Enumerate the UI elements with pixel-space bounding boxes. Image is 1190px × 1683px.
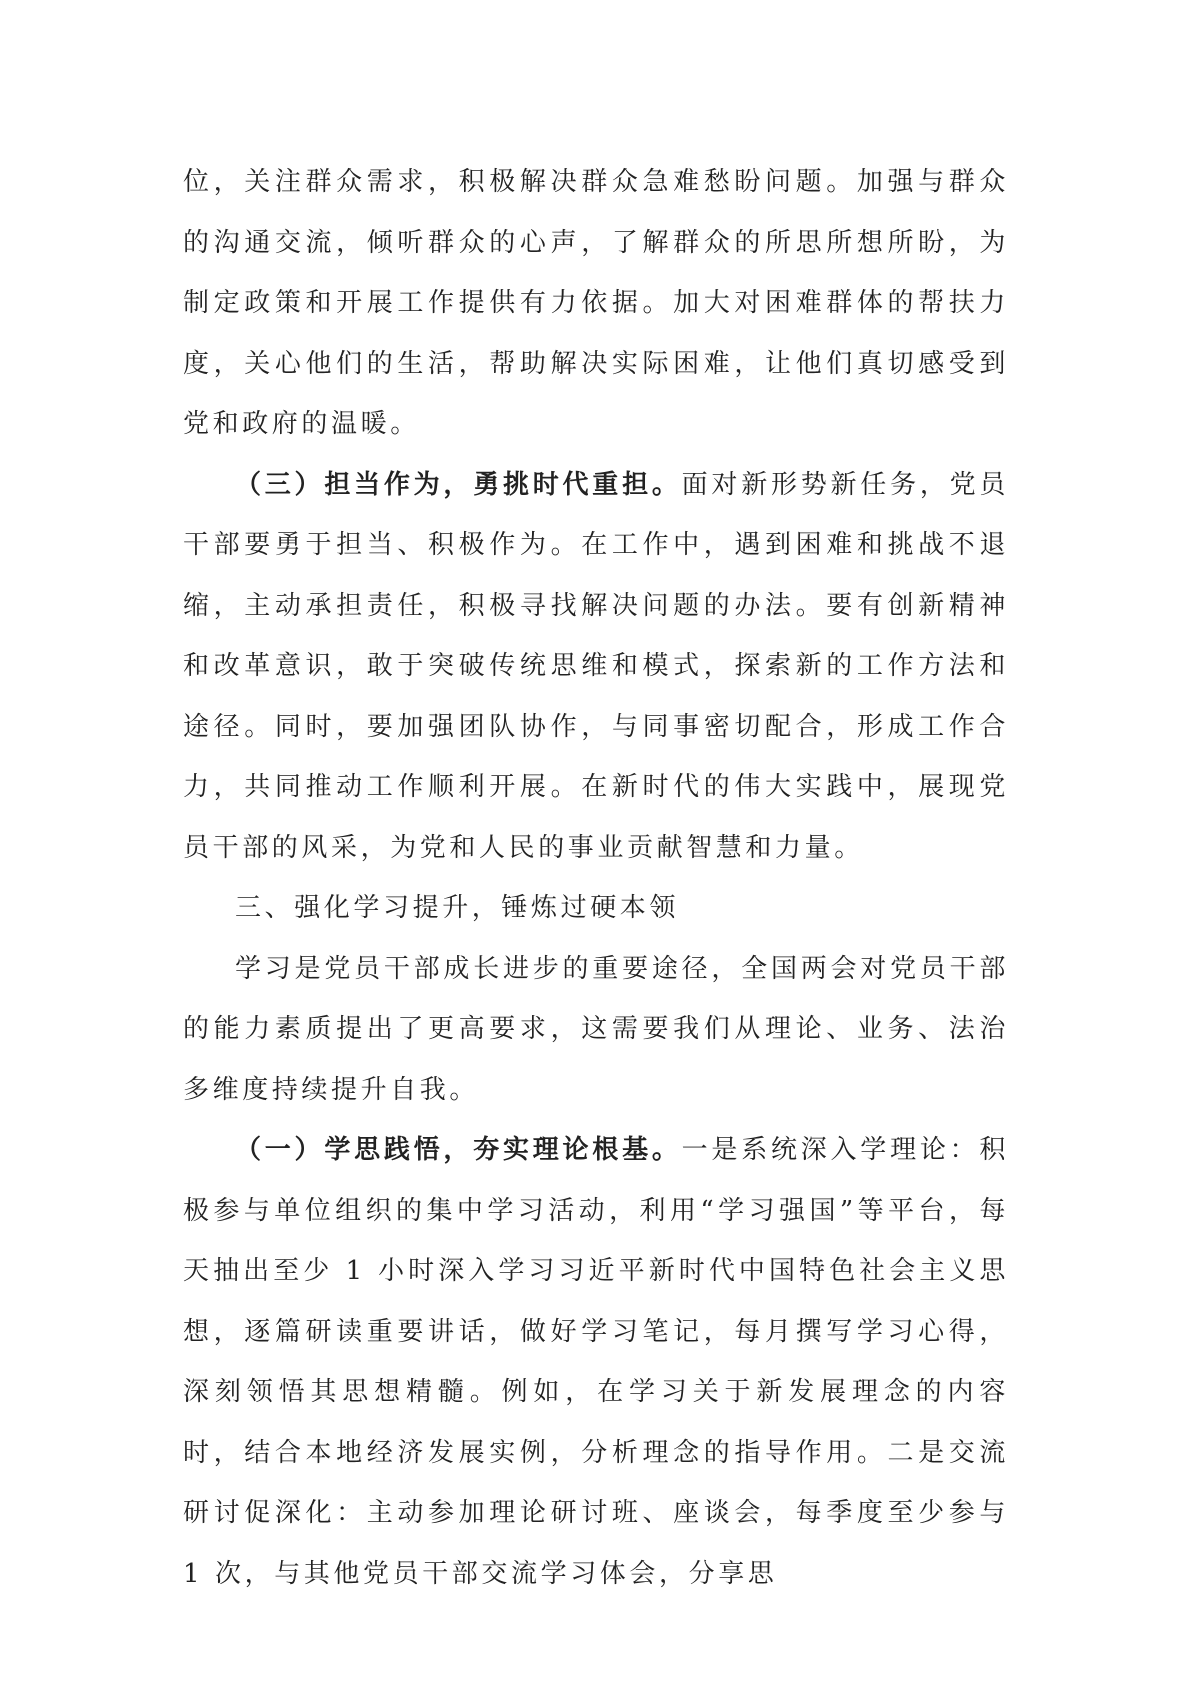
paragraph-2-body: 面对新形势新任务，党员干部要勇于担当、积极作为。在工作中，遇到困难和挑战不退缩，主动承担责任，积极寻找解决问题的办法。要有创新精神和改革意识，敢于突破传统思维和模式，探索新的工作方法和途径。同时，要加强团队协作，与同事密切配合，形成工作合力，共同推动工作顺利开展。在新时代的伟大实践中，展现党员干部的风采，为党和人民的事业贡献智慧和力量。 xyxy=(183,469,1009,863)
paragraph-4 xyxy=(183,1120,1009,1604)
paragraph-3: 学习是党员干部成长进步的重要途径，全国两会对党员干部的能力素质提出了更高要求，这需要我们从理论、业务、法治多维度持续提升自我。 xyxy=(183,953,1009,1105)
paragraph-2 xyxy=(183,455,1009,879)
document-page xyxy=(183,152,1009,1604)
paragraph-2-lead: （三）担当作为，勇挑时代重担。 xyxy=(235,469,682,500)
paragraph-4-body: 一是系统深入学理论：积极参与单位组织的集中学习活动，利用“学习强国”等平台，每天抽出至少 1 小时深入学习习近平新时代中国特色社会主义思想，逐篇研读重要讲话，做好学习笔记，每月撰写学习心得，深刻领悟其思想精髓。例如，在学习关于新发展理念的内容时，结合本地经济发展实例，分析理念的指导作用。二是交流研讨促深化：主动参加理论研讨班、座谈会，每季度至少参与 1 次，与其他党员干部交流学习体会，分享思 xyxy=(183,1135,1009,1589)
section-heading-3: 三、强化学习提升，锤炼过硬本领 xyxy=(235,893,680,923)
paragraph-1: 位，关注群众需求，积极解决群众急难愁盼问题。加强与群众的沟通交流，倾听群众的心声，了解群众的所思所想所盼，为制定政策和开展工作提供有力依据。加大对困难群体的帮扶力度，关心他们的生活，帮助解决实际困难，让他们真切感受到党和政府的温暖。 xyxy=(183,167,1009,439)
paragraph-4-lead: （一）学思践悟，夯实理论根基。 xyxy=(235,1135,682,1165)
